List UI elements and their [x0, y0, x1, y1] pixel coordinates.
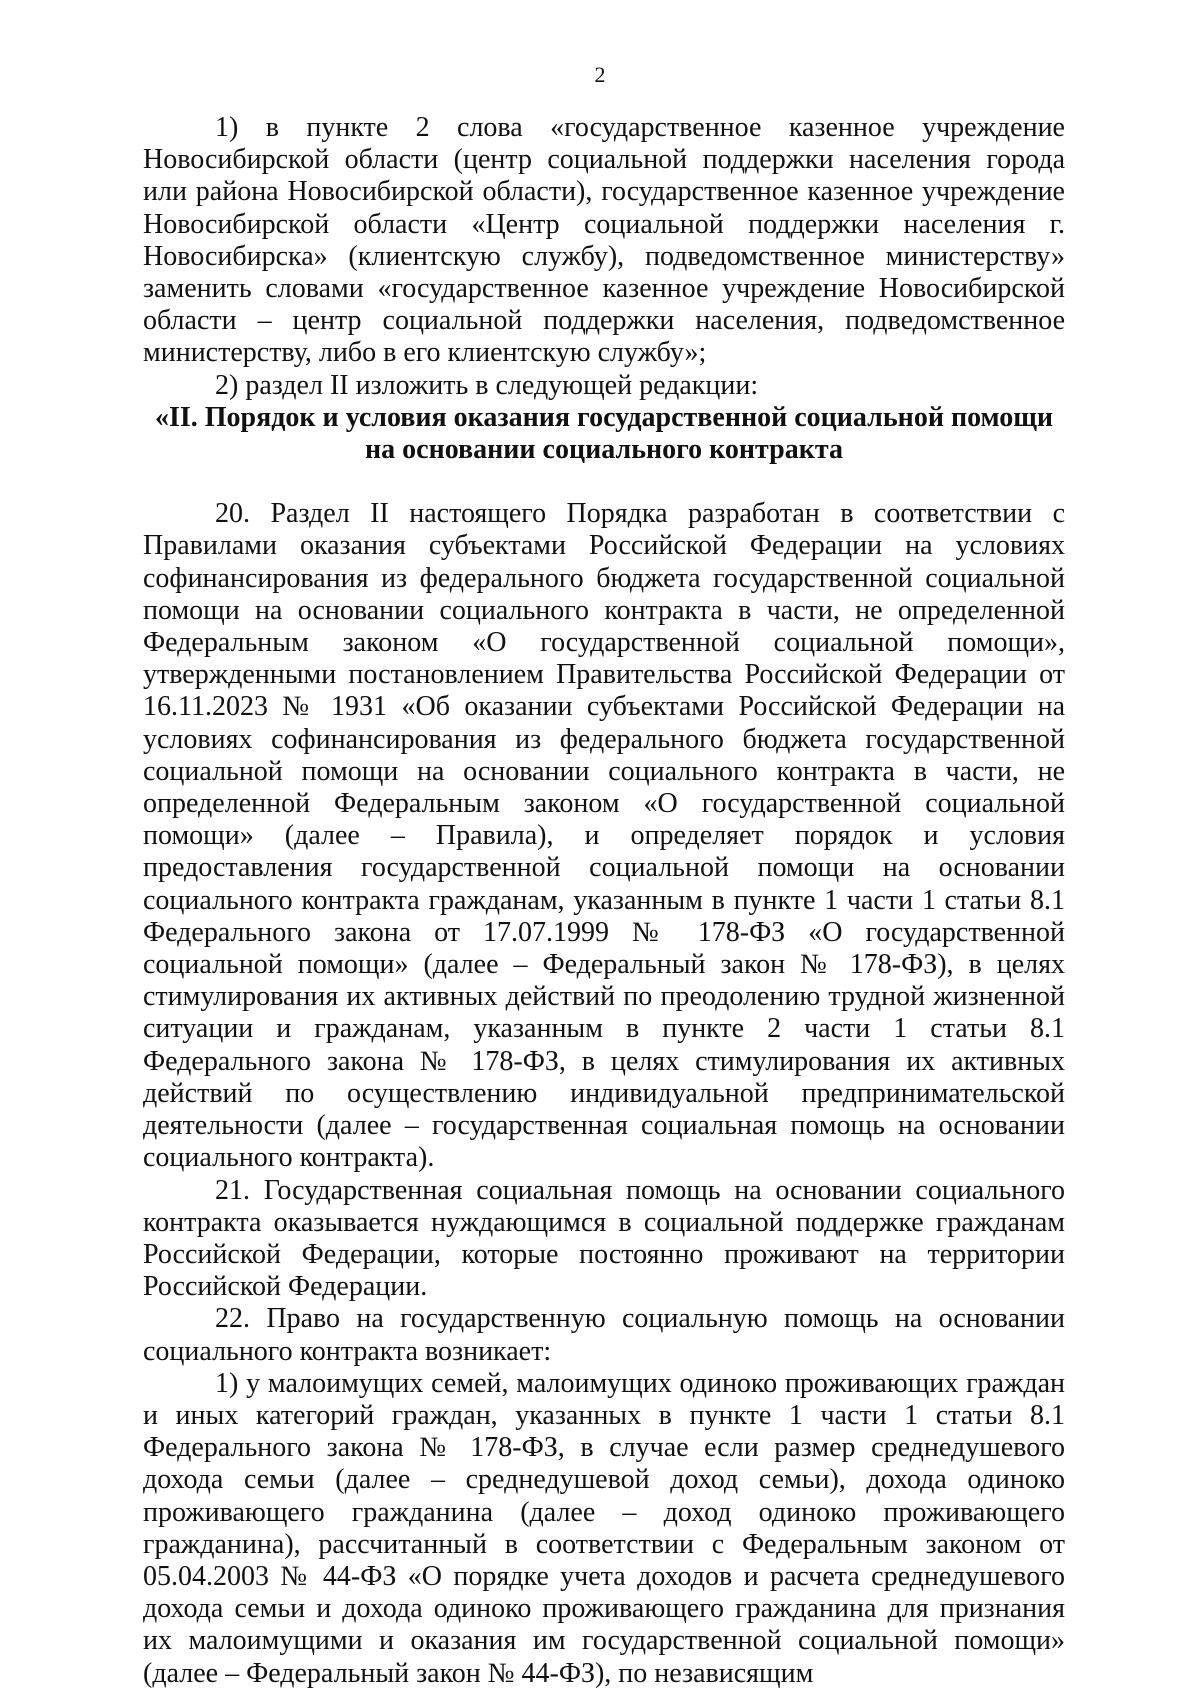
document-body — [143, 112, 1065, 1690]
page-number: 2 — [594, 62, 606, 87]
paragraph-clause-20: 20. Раздел II настоящего Порядка разработан в соответствии с Правилами оказания субъектами Российской Федерации на условиях софинансирования из федерального бюджета государственной социальной помощи на основании социального контракта в части, не определенной Федеральным законом «О государственной социальной помощи», утвержденными постановлением Правительства Российской Федерации от 16.11.2023 № 1931 «Об оказании субъектами Российской Федерации на условиях софинансирования из федерального бюджета государственной социальной помощи на основании социального контракта в части, не определенной Федеральным законом «О государственной социальной помощи» (далее – Правила), и определяет порядок и условия предоставления государственной социальной помощи на основании социального контракта гражданам, указанным в пункте 1 части 1 статьи 8.1 Федерального закона от 17.07.1999 № 178-ФЗ «О государственной социальной помощи» (далее – Федеральный закон № 178-ФЗ), в целях стимулирования их активных действий по преодолению трудной жизненной ситуации и гражданам, указанным в пункте 2 части 1 статьи 8.1 Федерального закона № 178-ФЗ, в целях стимулирования их активных действий по осуществлению индивидуальной предпринимательской деятельности (далее – государственная социальная помощь на основании социального контракта). — [143, 498, 1065, 1174]
paragraph-item-2: 2) раздел II изложить в следующей редакции: — [215, 369, 759, 401]
paragraph-clause-22: 22. Право на государственную социальную помощь на основании социального контракта возникает: — [143, 1303, 1065, 1367]
paragraph-clause-21: 21. Государственная социальная помощь на основании социального контракта оказывается нуждающимся в социальной поддержке гражданам Российской Федерации, которые постоянно проживают на территории Российской Федерации. — [143, 1174, 1065, 1303]
section-heading-line-2: на основании социального контракта — [365, 434, 843, 466]
heading-spacer — [143, 466, 1065, 498]
paragraph-item-1: 1) в пункте 2 слова «государственное казенное учреждение Новосибирской области (центр социальной поддержки населения города или района Новосибирской области), государственное казенное учреждение Новосибирской области «Центр социальной поддержки населения г. Новосибирска» (клиентскую службу), подведомственное министерству» заменить словами «государственное казенное учреждение Новосибирской области – центр социальной поддержки населения, подведомственное министерству, либо в его клиентскую службу»; — [143, 112, 1065, 369]
paragraph-clause-22-item-1: 1) у малоимущих семей, малоимущих одиноко проживающих граждан и иных категорий граждан, указанных в пункте 1 части 1 статьи 8.1 Федерального закона № 178-ФЗ, в случае если размер среднедушевого дохода семьи (далее – среднедушевой доход семьи), дохода одиноко проживающего гражданина (далее – доход одиноко проживающего гражданина), рассчитанный в соответствии с Федеральным законом от 05.04.2003 № 44-ФЗ «О порядке учета доходов и расчета среднедушевого дохода семьи и дохода одиноко проживающего гражданина для признания их малоимущими и оказания им государственной социальной помощи» (далее – Федеральный закон № 44-ФЗ), по независящим — [143, 1367, 1065, 1689]
section-heading-line-1: «II. Порядок и условия оказания государственной социальной помощи — [154, 401, 1054, 433]
